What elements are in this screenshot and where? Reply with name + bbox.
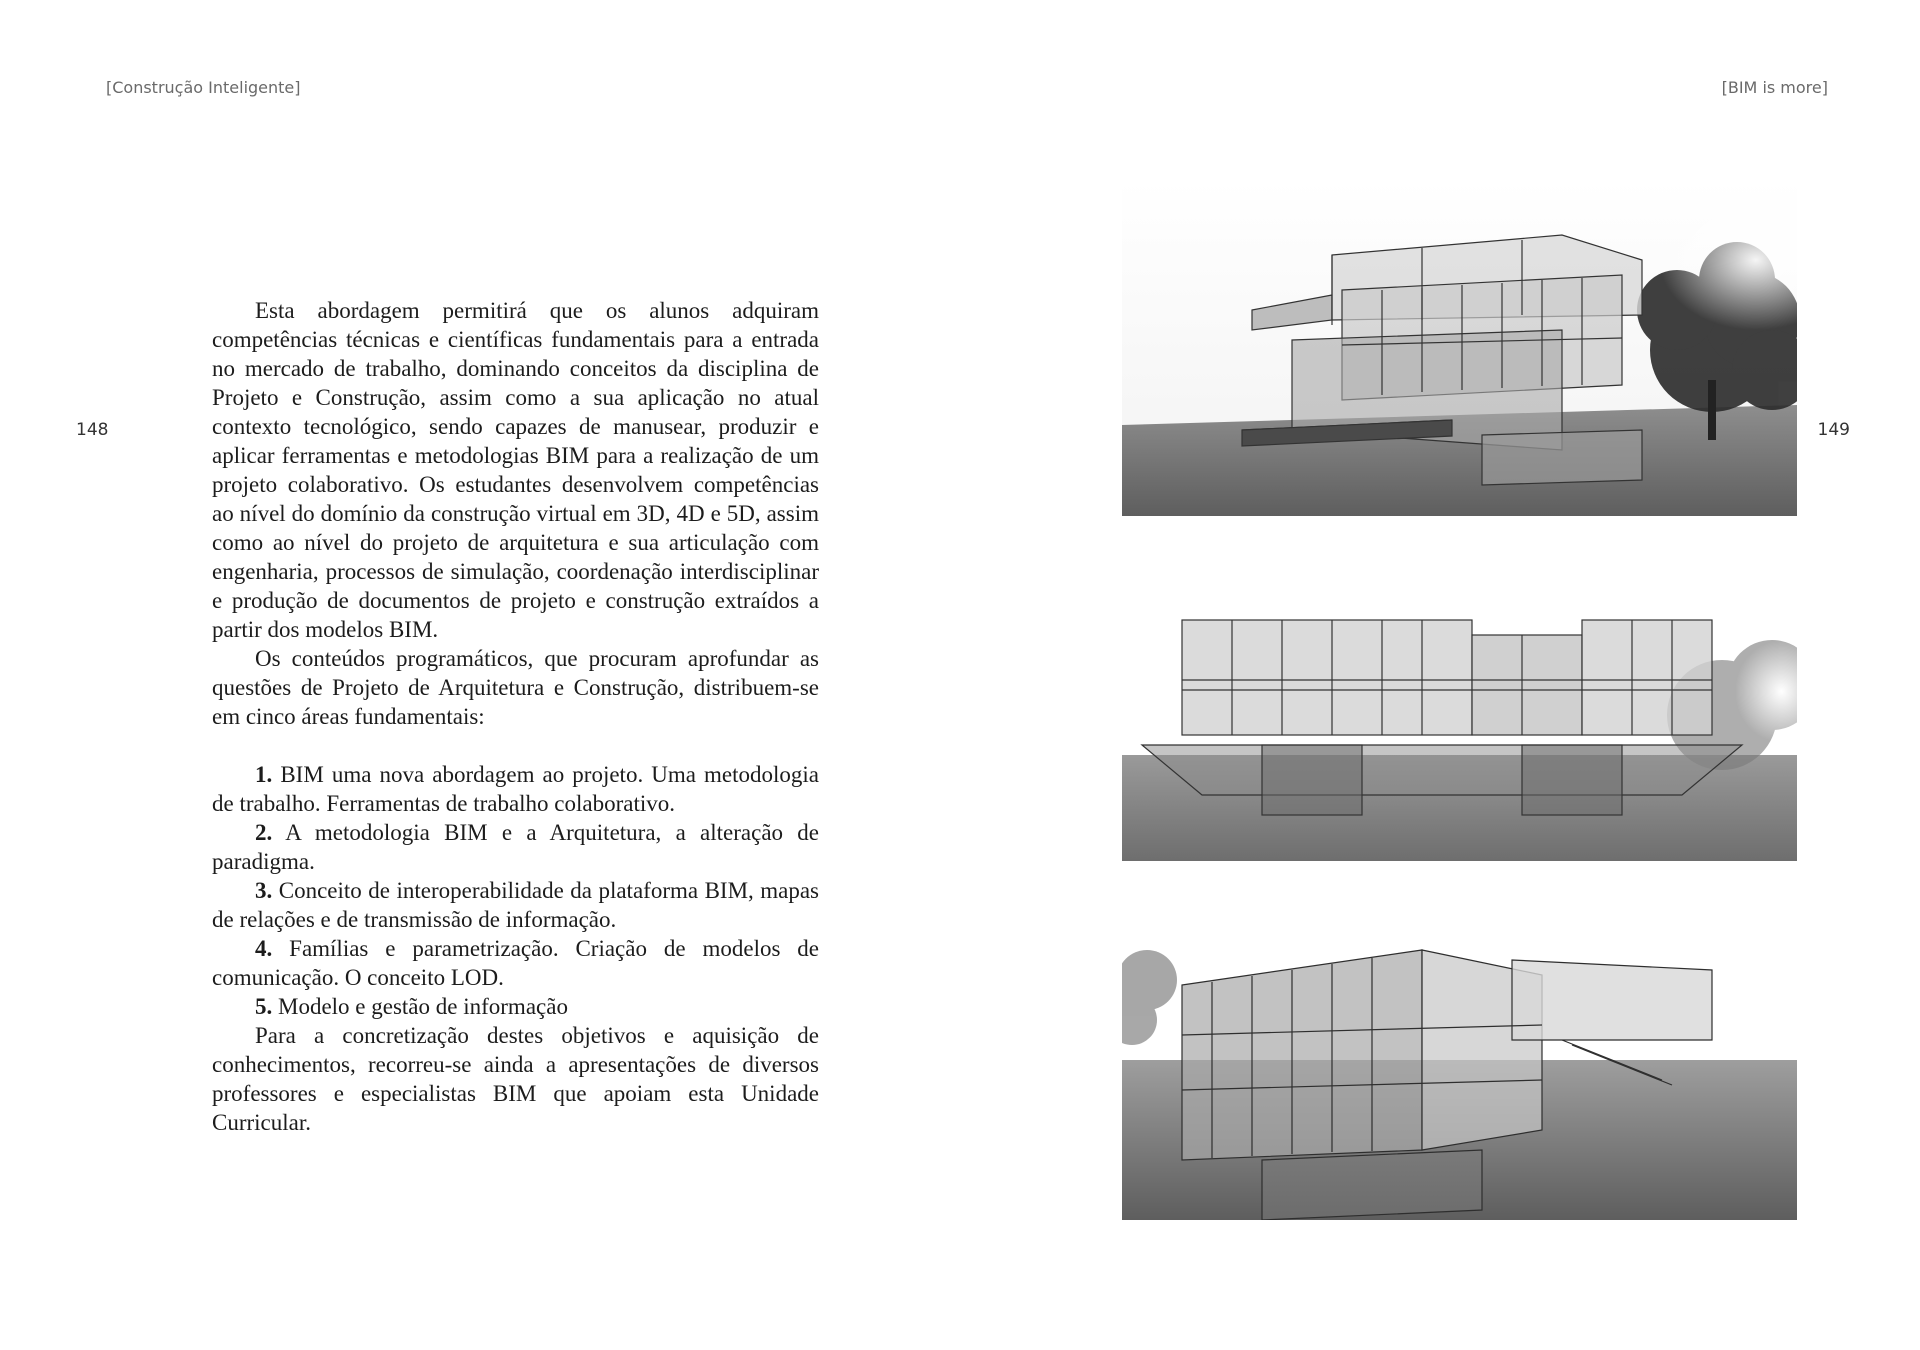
list-item-text: A metodologia BIM e a Arquitetura, a alteração de paradigma.	[212, 820, 819, 874]
list-item-text: Famílias e parametrização. Criação de modelos de comunicação. O conceito LOD.	[212, 936, 820, 990]
list-item-number: 3.	[255, 878, 273, 903]
list-item-text: BIM uma nova abordagem ao projeto. Uma metodologia de trabalho. Ferramentas de trabalho colaborativo.	[212, 762, 820, 816]
list-item	[212, 992, 819, 1021]
paragraph-intro: Esta abordagem permitirá que os alunos adquiram competências técnicas e científicas fundamentais para a entrada no mercado de trabalho, dominando conceitos da disciplina de Projeto e Construção, assim como a sua aplicação no atual contexto tecnológico, sendo capazes de manusear, produzir e aplicar ferramentas e metodologias BIM para a realização de um projeto colaborativo. Os estudantes desenvolvem competências ao nível do domínio da construção virtual em 3D, 4D e 5D, assim como ao nível do projeto de arquitetura e sua articulação com engenharia, processos de simulação, coordenação interdisciplinar e produção de documentos de projeto e construção extraídos a partir dos modelos BIM.	[212, 298, 819, 642]
body-text	[212, 296, 819, 1137]
render-perspective-left	[1122, 180, 1797, 516]
render-elevation-front	[1122, 595, 1797, 861]
page-number-left: 148	[76, 420, 109, 440]
list-item-text: Conceito de interoperabilidade da plataforma BIM, mapas de relações e de transmissão de informação.	[212, 878, 820, 932]
list-item-number: 4.	[255, 936, 273, 961]
list-item-number: 5.	[255, 994, 273, 1019]
list-item-number: 2.	[255, 820, 273, 845]
list-item	[212, 760, 819, 818]
list-item-number: 1.	[255, 762, 273, 787]
render-perspective-right	[1122, 930, 1797, 1220]
page-number-right: 149	[1817, 420, 1850, 440]
paragraph-contents: Os conteúdos programáticos, que procuram aprofundar as questões de Projeto de Arquitetura e Construção, distribuem-se em cinco áreas fundamentais:	[212, 646, 819, 729]
paragraph-conclusion: Para a concretização destes objetivos e aquisição de conhecimentos, recorreu-se ainda a apresentações de diversos professores e especialistas BIM que apoiam esta Unidade Curricular.	[212, 1023, 819, 1135]
list-item	[212, 818, 819, 876]
list-item	[212, 876, 819, 934]
running-head-right: [BIM is more]	[1721, 78, 1828, 97]
list-item	[212, 934, 819, 992]
list-item-text: Modelo e gestão de informação	[278, 994, 568, 1019]
paragraph-spacer	[212, 731, 819, 760]
running-head-left: [Construção Inteligente]	[106, 78, 301, 97]
